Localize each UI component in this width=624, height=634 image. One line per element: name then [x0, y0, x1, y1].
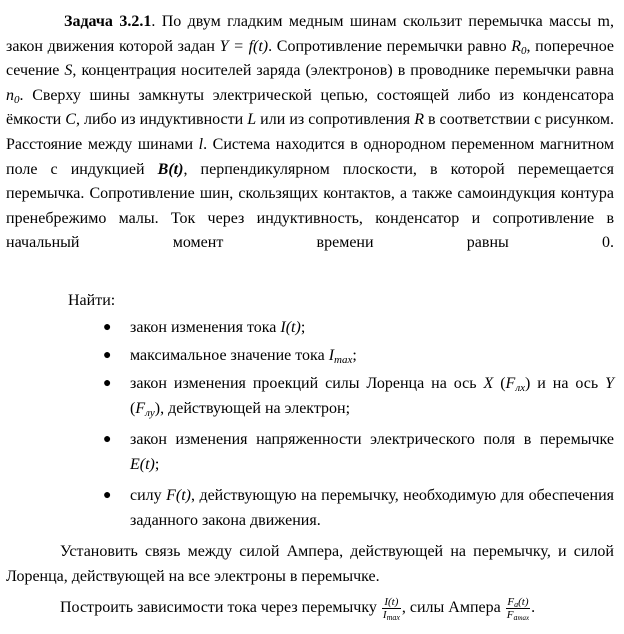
list-item: ● максимальное значение тока $I_{max}$;: [104, 344, 614, 369]
bullet-icon: ●: [103, 376, 112, 391]
bullet-icon: ●: [103, 432, 112, 447]
list-item: ● закон изменения напряженности электрического поля в перемычке E(t);: [104, 428, 614, 477]
plot-line: Построить зависимости тока через перемычку $\frac{I(t)}{I_{max}}$ , силы Ампера $\frac{F_a(t)}{F_{amax}}$ .: [60, 596, 536, 622]
list-item: ● закон изменения проекций силы Лоренца на ось X $(F_{лx})$ и на ось Y $(F_{лy})$, действующей на электрон;: [104, 372, 614, 421]
list-item: ● силу F(t), действующую на перемычку, необходимую для обеспечения заданного закона движения.: [104, 484, 614, 533]
current-ratio-fraction: $\frac{I(t)}{I_{max}}$: [382, 596, 400, 622]
list-item: ● закон изменения тока I(t);: [104, 316, 614, 341]
bullet-icon: ●: [103, 488, 112, 503]
ampere-ratio-fraction: $\frac{F_a(t)}{F_{amax}}$: [506, 596, 530, 622]
find-label: Найти:: [68, 292, 116, 309]
problem-paragraph: Задача 3.2.1. По двум гладким медным шинам скользит перемычка массы m, закон движения которой задан Y = f(t). Сопротивление перемычки равно $R_0$, поперечное сечение S, концентрация носителей заряда (электронов) в проводнике перемычки равна $n_0$. Сверху шины замкнуты электрической цепью, состоящей либо из конденсатора ёмкости C, либо из индуктивности L или из сопротивления R в соответствии с рисунком. Расстояние между шинами l. Система находится в однородном переменном магнитном поле с индукцией B(t), перпендикулярном плоскости, в которой перемещается перемычка. Сопротивление шин, скользящих контактов, а также самоиндукция контура пренебрежимо малы. Ток через индуктивность, конденсатор и сопротивление в начальный момент времени равны 0.: [6, 13, 615, 252]
bullet-icon: ●: [103, 348, 112, 363]
problem-title: Задача 3.2.1: [64, 13, 152, 30]
bullet-icon: ●: [103, 320, 112, 335]
relation-paragraph: Установить связь между силой Ампера, действующей на перемычку, и силой Лоренца, действующей на все электроны в перемычке.: [6, 543, 614, 585]
